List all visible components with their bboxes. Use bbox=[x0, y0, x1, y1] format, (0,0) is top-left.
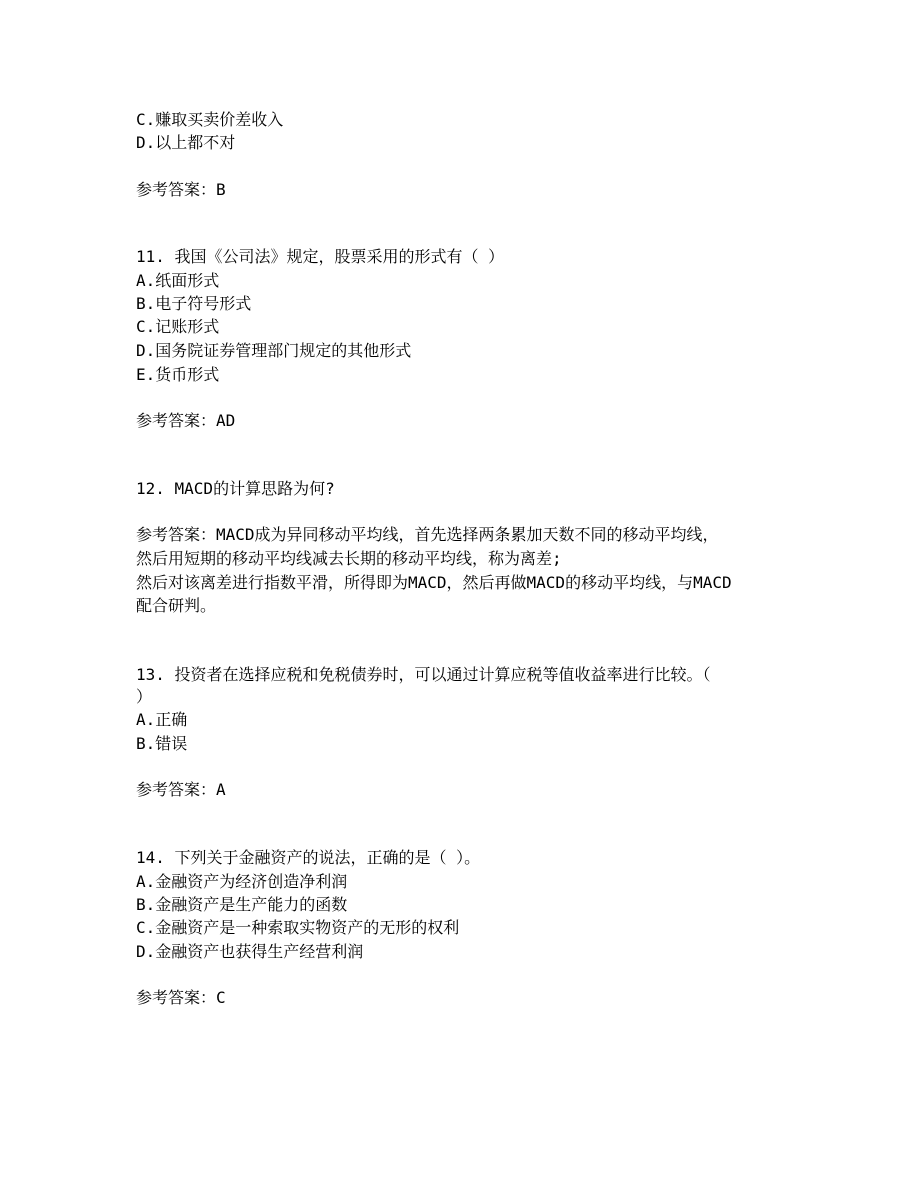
question-14-stem: 14. 下列关于金融资产的说法，正确的是（ ）。 bbox=[136, 848, 481, 867]
question-14-option-c: C.金融资产是一种索取实物资产的无形的权利 bbox=[136, 918, 460, 937]
question-13-answer: 参考答案：A bbox=[136, 780, 226, 799]
question-14-answer: 参考答案：C bbox=[136, 988, 226, 1007]
question-11-option-c: C.记账形式 bbox=[136, 317, 220, 336]
question-11-option-a: A.纸面形式 bbox=[136, 271, 220, 290]
question-11-stem: 11. 我国《公司法》规定，股票采用的形式有（ ） bbox=[136, 247, 505, 266]
question-14-option-b: B.金融资产是生产能力的函数 bbox=[136, 895, 348, 914]
option-c: C.赚取买卖价差收入 bbox=[136, 110, 284, 129]
question-12-answer-line-1: 参考答案：MACD成为异同移动平均线，首先选择两条累加天数不同的移动平均线， bbox=[136, 525, 719, 544]
question-11-option-b: B.电子符号形式 bbox=[136, 294, 252, 313]
option-d: D.以上都不对 bbox=[136, 133, 236, 152]
question-11-option-e: E.货币形式 bbox=[136, 365, 220, 384]
question-12-answer-line-3: 然后对该离差进行指数平滑，所得即为MACD，然后再做MACD的移动平均线，与MACD bbox=[136, 573, 732, 592]
question-12-stem: 12. MACD的计算思路为何? bbox=[136, 479, 335, 498]
question-12-answer-line-4: 配合研判。 bbox=[136, 596, 217, 615]
question-11-option-d: D.国务院证券管理部门规定的其他形式 bbox=[136, 341, 412, 360]
question-13-stem-line-2: ） bbox=[136, 687, 153, 706]
question-12-answer-line-2: 然后用短期的移动平均线减去长期的移动平均线，称为离差; bbox=[136, 549, 562, 568]
question-14-option-a: A.金融资产为经济创造净利润 bbox=[136, 872, 348, 891]
question-13-option-b: B.错误 bbox=[136, 734, 188, 753]
question-13-stem-line-1: 13. 投资者在选择应税和免税债券时，可以通过计算应税等值收益率进行比较。（ bbox=[136, 665, 711, 684]
question-13-option-a: A.正确 bbox=[136, 710, 188, 729]
answer-label: 参考答案：B bbox=[136, 180, 226, 199]
question-14-option-d: D.金融资产也获得生产经营利润 bbox=[136, 942, 364, 961]
question-11-answer: 参考答案：AD bbox=[136, 411, 236, 430]
